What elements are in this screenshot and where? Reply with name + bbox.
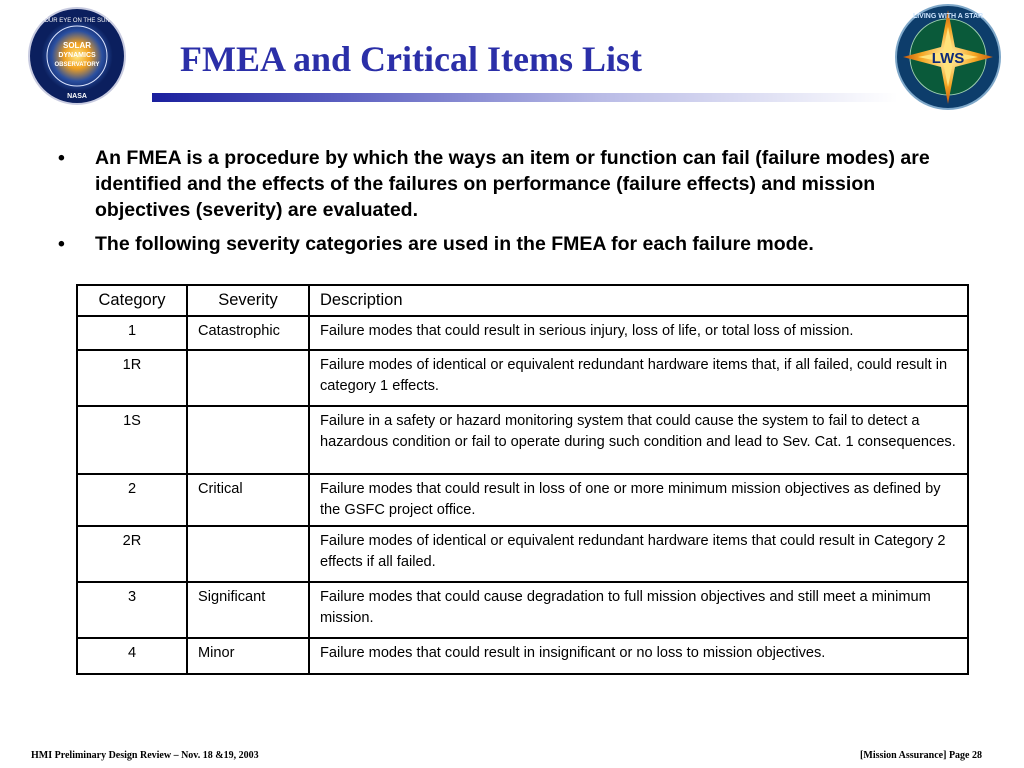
table-row xyxy=(77,582,968,638)
cell-description: Failure modes of identical or equivalent redundant hardware items that, if all failed, could result in category 1 effects. xyxy=(309,350,968,406)
cell-description: Failure modes of identical or equivalent redundant hardware items that could result in Category 2 effects if all failed. xyxy=(309,526,968,582)
cell-category: 3 xyxy=(77,582,187,638)
header-severity: Severity xyxy=(187,285,309,316)
slide-title: FMEA and Critical Items List xyxy=(180,39,642,79)
table-row xyxy=(77,638,968,674)
bullet-text: An FMEA is a procedure by which the ways an item or function can fail (failure modes) are identified and the effects of the failures on performance (failure effects) and mission objectives (severity) are evaluated. xyxy=(95,147,930,221)
sdo-logo-line-2: DYNAMICS xyxy=(58,52,96,59)
header-description: Description xyxy=(309,285,968,316)
cell-severity xyxy=(187,406,309,474)
severity-table xyxy=(76,284,969,675)
footer-left: HMI Preliminary Design Review – Nov. 18 &19, 2003 xyxy=(31,750,259,761)
lws-logo xyxy=(893,2,1003,112)
bullet-marker: • xyxy=(58,233,65,255)
cell-severity xyxy=(187,526,309,582)
footer-page-number: [Mission Assurance] Page 28 xyxy=(860,750,982,761)
cell-category: 1 xyxy=(77,316,187,350)
cell-severity xyxy=(187,350,309,406)
table-row xyxy=(77,474,968,526)
table-row xyxy=(77,316,968,350)
bullet-list xyxy=(58,145,958,265)
table-row xyxy=(77,350,968,406)
bullet-text: The following severity categories are used in the FMEA for each failure mode. xyxy=(95,233,814,255)
cell-category: 4 xyxy=(77,638,187,674)
cell-category: 2 xyxy=(77,474,187,526)
cell-severity: Catastrophic xyxy=(187,316,309,350)
table-row xyxy=(77,406,968,474)
sdo-logo xyxy=(27,6,127,106)
cell-category: 2R xyxy=(77,526,187,582)
sdo-logo-line-1: SOLAR xyxy=(63,41,91,50)
table-row xyxy=(77,526,968,582)
cell-category: 1R xyxy=(77,350,187,406)
cell-severity: Significant xyxy=(187,582,309,638)
cell-severity: Minor xyxy=(187,638,309,674)
cell-description: Failure in a safety or hazard monitoring system that could cause the system to fail to detect a hazardous condition or fail to operate during such condition and lead to Sev. Cat. 1 consequences. xyxy=(309,406,968,474)
bullet-item xyxy=(58,231,958,257)
table-header-row xyxy=(77,285,968,316)
bullet-marker: • xyxy=(58,147,65,169)
lws-logo-arc-text: LIVING WITH A STAR xyxy=(912,13,984,20)
cell-severity: Critical xyxy=(187,474,309,526)
sdo-logo-line-3: OBSERVATORY xyxy=(54,62,100,68)
cell-description: Failure modes that could result in serious injury, loss of life, or total loss of mission. xyxy=(309,316,968,350)
sdo-logo-arc-text: OUR EYE ON THE SUN xyxy=(44,18,110,24)
cell-description: Failure modes that could result in loss of one or more minimum mission objectives as defined by the GSFC project office. xyxy=(309,474,968,526)
cell-description: Failure modes that could cause degradation to full mission objectives and still meet a minimum mission. xyxy=(309,582,968,638)
cell-description: Failure modes that could result in insignificant or no loss to mission objectives. xyxy=(309,638,968,674)
lws-logo-text: LWS xyxy=(931,50,965,67)
sdo-logo-nasa: NASA xyxy=(67,93,87,100)
title-underline-bar xyxy=(152,93,898,102)
header-category: Category xyxy=(77,285,187,316)
cell-category: 1S xyxy=(77,406,187,474)
bullet-item xyxy=(58,145,958,223)
